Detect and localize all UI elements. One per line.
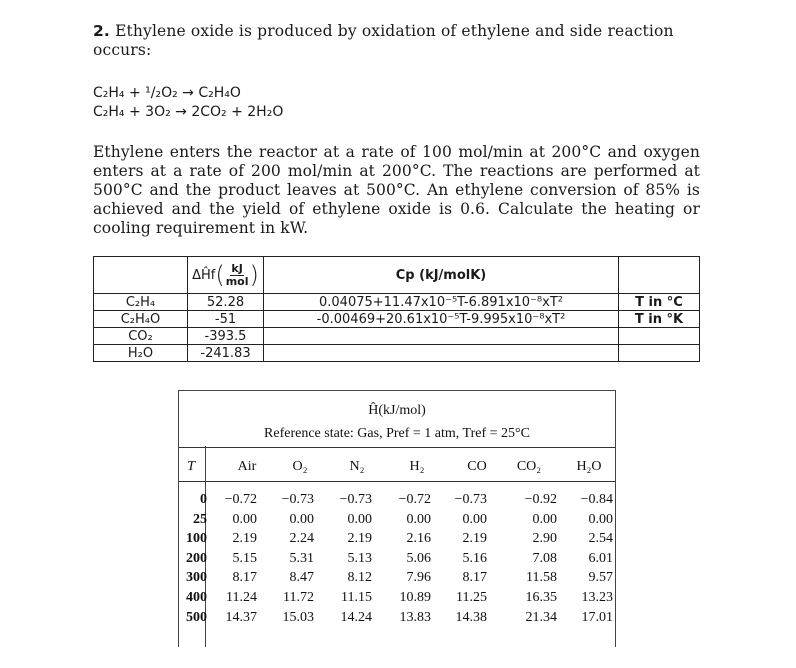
table-row <box>94 328 700 345</box>
enthalpy-value-cell: 14.24 <box>340 609 372 625</box>
enthalpy-value-cell: 11.15 <box>341 590 372 605</box>
table-row <box>94 311 700 328</box>
hf-unit-num: kJ <box>231 261 243 275</box>
enthalpy-temp-cell: 500 <box>186 609 207 625</box>
properties-header-row <box>94 257 700 294</box>
enthalpy-header-col-3: N₂ <box>349 459 365 474</box>
enthalpy-value-cell: 11.72 <box>283 590 314 605</box>
header-rule-top <box>179 447 615 448</box>
reaction-1: C₂H₄ + ¹/₂O₂ → C₂H₄O <box>93 85 241 101</box>
enthalpy-value-cell: 7.96 <box>406 570 431 586</box>
species-cell: H₂O <box>94 345 188 362</box>
enthalpy-value-cell: 8.17 <box>462 570 487 586</box>
enthalpy-value-cell: 11.25 <box>456 590 487 605</box>
hf-unit-den: mol <box>225 274 249 288</box>
header-rule-bottom <box>179 481 615 482</box>
enthalpy-value-cell: 15.03 <box>282 609 314 625</box>
enthalpy-value-cell: 0.00 <box>289 511 314 527</box>
enthalpy-temp-cell: 100 <box>186 531 207 547</box>
question-number: 2. <box>93 22 110 40</box>
hf-cell: 52.28 <box>188 294 264 311</box>
enthalpy-temp-cell: 300 <box>186 570 207 586</box>
enthalpy-value-cell: 13.83 <box>399 609 431 625</box>
enthalpy-title: Ĥ(kJ/mol) <box>368 403 426 418</box>
enthalpy-value-cell: 2.24 <box>289 531 314 547</box>
enthalpy-value-cell: 2.54 <box>588 531 613 547</box>
reference-state: Reference state: Gas, Pref = 1 atm, Tref = 25°C <box>264 426 530 441</box>
problem-paragraph: Ethylene enters the reactor at a rate of 100 mol/min at 200°C and oxygen enters at a rate of 200 mol/min at 200°C. The reactions are performed at 500°C and the product leaves at 500°C. An ethylene conversion of 85% is achieved and the yield of ethylene oxide is 0.6. Calculate the heating or cooling requirement in kW. <box>93 143 700 237</box>
enthalpy-temp-cell: 200 <box>186 550 207 566</box>
enthalpy-value-cell: 5.13 <box>347 550 372 566</box>
enthalpy-temp-cell: 0 <box>200 492 207 507</box>
enthalpy-value-cell: 17.01 <box>581 609 613 625</box>
tunit-cell <box>619 345 700 362</box>
enthalpy-value-cell: 7.08 <box>532 550 557 566</box>
enthalpy-value-cell: 16.35 <box>525 590 557 605</box>
enthalpy-value-cell: 5.06 <box>406 550 431 566</box>
enthalpy-header-col-5: CO <box>467 459 487 474</box>
cp-cell <box>264 345 619 362</box>
enthalpy-value-cell: 8.47 <box>289 570 314 586</box>
enthalpy-value-cell: 2.19 <box>462 531 487 547</box>
enthalpy-value-cell: 2.90 <box>532 531 557 547</box>
enthalpy-value-cell: 2.19 <box>347 531 372 547</box>
enthalpy-value-cell: 8.12 <box>347 570 372 586</box>
cp-cell <box>264 328 619 345</box>
hf-header: ΔĤf ( $\frac{kJ}{\text{mol}}$ ) <box>188 257 264 294</box>
enthalpy-value-cell: 13.23 <box>581 590 613 605</box>
tunit-cell: T in °C <box>619 294 700 311</box>
enthalpy-value-cell: 0.00 <box>406 511 431 527</box>
enthalpy-value-cell: 2.16 <box>406 531 431 547</box>
reaction-2: C₂H₄ + 3O₂ → 2CO₂ + 2H₂O <box>93 104 284 120</box>
enthalpy-table <box>178 390 616 647</box>
enthalpy-header-col-4: H₂ <box>409 459 425 474</box>
enthalpy-value-cell: −0.72 <box>398 492 431 507</box>
tunit-cell <box>619 328 700 345</box>
enthalpy-value-cell: 14.38 <box>455 609 487 625</box>
hf-symbol: ΔĤf <box>192 267 216 283</box>
enthalpy-value-cell: 21.34 <box>525 609 557 625</box>
enthalpy-value-cell: 14.37 <box>225 609 257 625</box>
enthalpy-value-cell: 0.00 <box>532 511 557 527</box>
enthalpy-value-cell: −0.73 <box>454 492 487 507</box>
enthalpy-value-cell: −0.73 <box>281 492 314 507</box>
enthalpy-value-cell: 5.16 <box>462 550 487 566</box>
table-row <box>94 294 700 311</box>
species-cell: CO₂ <box>94 328 188 345</box>
cp-header: Cp (kJ/molK) <box>264 257 619 294</box>
tunit-cell: T in °K <box>619 311 700 328</box>
species-cell: C₂H₄ <box>94 294 188 311</box>
table-row <box>94 345 700 362</box>
enthalpy-value-cell: 11.24 <box>226 590 257 605</box>
hf-cell: -393.5 <box>188 328 264 345</box>
question-text <box>93 22 703 60</box>
enthalpy-value-cell: 0.00 <box>462 511 487 527</box>
cp-cell: -0.00469+20.61x10⁻⁵T-9.995x10⁻⁸xT² <box>264 311 619 328</box>
enthalpy-temp-cell: 25 <box>193 511 207 527</box>
enthalpy-value-cell: 8.17 <box>232 570 257 586</box>
enthalpy-value-cell: −0.92 <box>524 492 557 507</box>
hf-cell: -51 <box>188 311 264 328</box>
question-body: Ethylene oxide is produced by oxidation of ethylene and side reaction occurs: <box>93 22 674 59</box>
enthalpy-value-cell: 2.19 <box>232 531 257 547</box>
enthalpy-value-cell: 6.01 <box>588 550 613 566</box>
enthalpy-header-col-7: H₂O <box>576 459 602 474</box>
enthalpy-value-cell: 5.31 <box>289 550 314 566</box>
enthalpy-header-col-6: CO₂ <box>516 459 542 474</box>
enthalpy-value-cell: 9.57 <box>588 570 613 586</box>
enthalpy-value-cell: 0.00 <box>347 511 372 527</box>
enthalpy-header-col-2: O₂ <box>292 459 308 474</box>
enthalpy-temp-cell: 400 <box>186 590 207 605</box>
enthalpy-value-cell: 0.00 <box>232 511 257 527</box>
hf-cell: -241.83 <box>188 345 264 362</box>
enthalpy-value-cell: 10.89 <box>399 590 431 605</box>
enthalpy-value-cell: 0.00 <box>588 511 613 527</box>
enthalpy-value-cell: −0.73 <box>339 492 372 507</box>
enthalpy-header-T: T <box>187 459 195 474</box>
enthalpy-header-col-1: Air <box>237 459 257 474</box>
enthalpy-value-cell: −0.72 <box>224 492 257 507</box>
enthalpy-value-cell: 11.58 <box>526 570 557 586</box>
species-cell: C₂H₄O <box>94 311 188 328</box>
properties-table <box>93 256 700 362</box>
enthalpy-value-cell: −0.84 <box>580 492 613 507</box>
cp-cell: 0.04075+11.47x10⁻⁵T-6.891x10⁻⁸xT² <box>264 294 619 311</box>
enthalpy-value-cell: 5.15 <box>232 550 257 566</box>
